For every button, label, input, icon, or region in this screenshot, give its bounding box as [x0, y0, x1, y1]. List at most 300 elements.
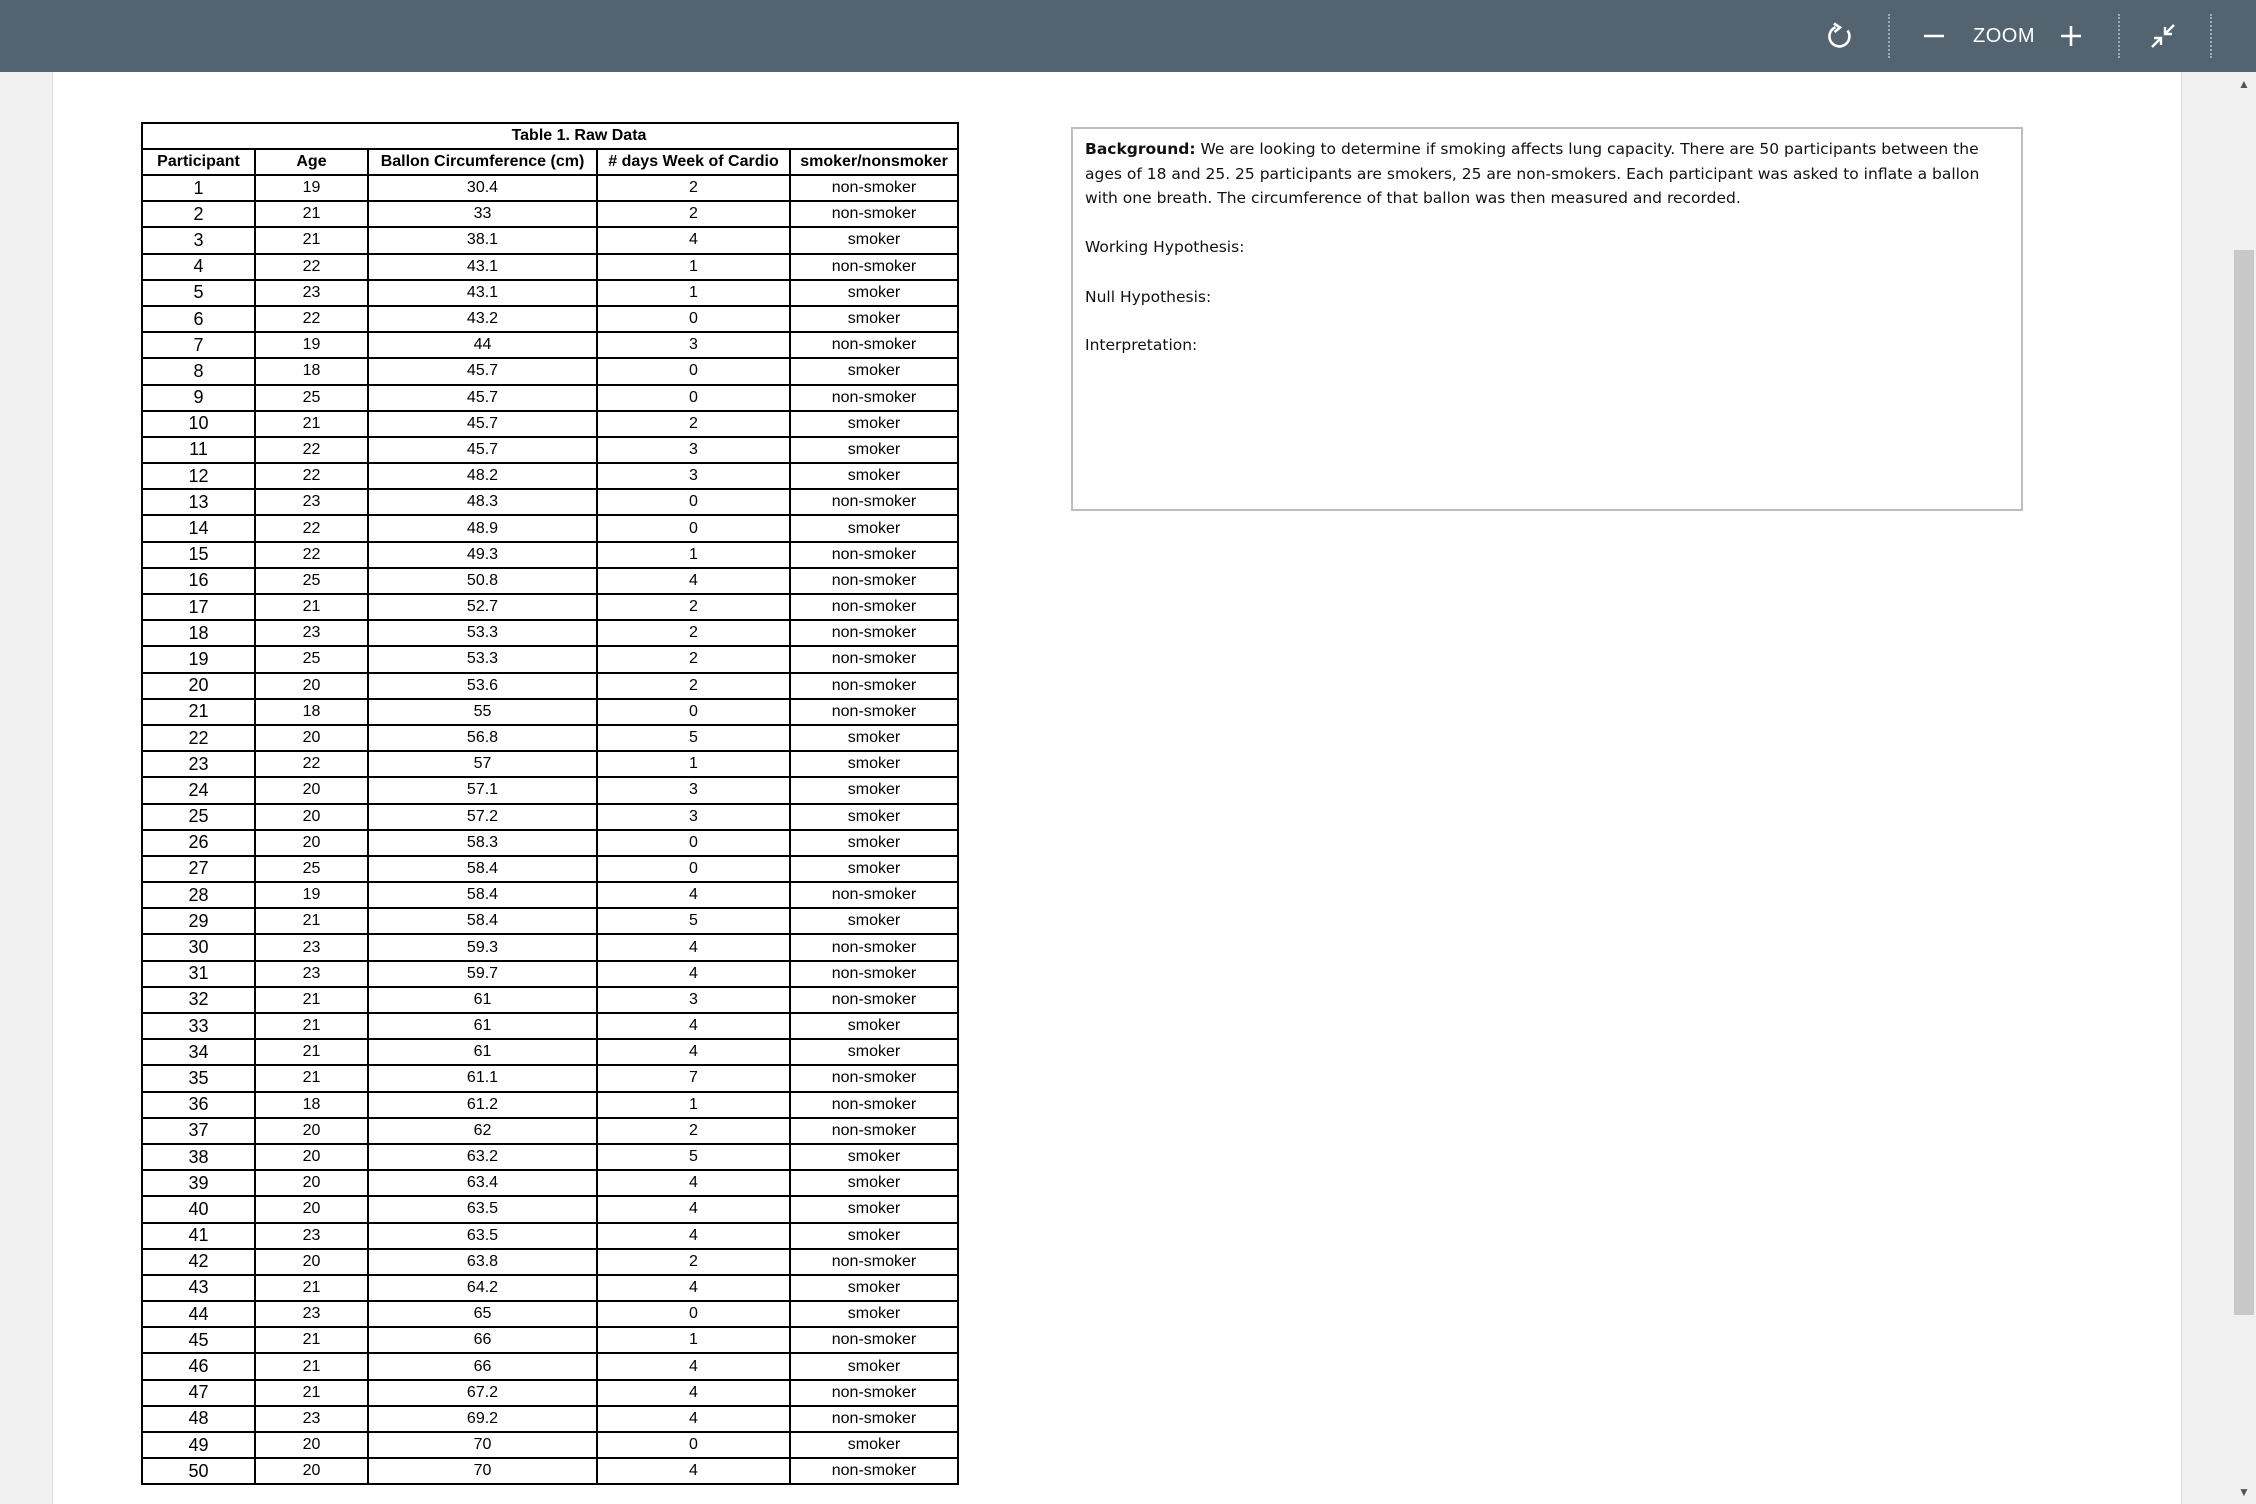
table-cell: 18: [255, 1092, 368, 1118]
table-cell: 47: [142, 1380, 255, 1406]
table-cell: 23: [255, 1406, 368, 1432]
table-row: [142, 830, 958, 856]
working-hypothesis-label: Working Hypothesis:: [1085, 238, 1245, 256]
zoom-label: ZOOM: [1973, 24, 2035, 47]
table-cell: 1: [142, 175, 255, 201]
table-cell: 2: [597, 673, 790, 699]
table-row: [142, 227, 958, 253]
table-cell: 22: [142, 725, 255, 751]
table-cell: 57: [368, 751, 597, 777]
table-cell: 49.3: [368, 542, 597, 568]
table-row: [142, 542, 958, 568]
table-cell: 55: [368, 699, 597, 725]
table-cell: 31: [142, 961, 255, 987]
table-row: [142, 1039, 958, 1065]
table-cell: 3: [597, 463, 790, 489]
table-row: [142, 804, 958, 830]
table-row: [142, 280, 958, 306]
table-row: [142, 961, 958, 987]
table-row: [142, 358, 958, 384]
table-cell: non-smoker: [790, 934, 958, 960]
table-cell: non-smoker: [790, 1458, 958, 1484]
table-cell: 0: [597, 306, 790, 332]
table-cell: 1: [597, 1327, 790, 1353]
table-cell: 65: [368, 1301, 597, 1327]
table-cell: 44: [142, 1301, 255, 1327]
table-cell: 21: [255, 201, 368, 227]
table-cell: 21: [255, 411, 368, 437]
table-cell: 2: [597, 1118, 790, 1144]
table-cell: smoker: [790, 1275, 958, 1301]
table-cell: 61: [368, 1013, 597, 1039]
table-cell: 20: [255, 1144, 368, 1170]
table-cell: 13: [142, 489, 255, 515]
collapse-icon: [2149, 22, 2177, 50]
table-cell: 25: [142, 804, 255, 830]
table-cell: 57.2: [368, 804, 597, 830]
table-cell: non-smoker: [790, 1327, 958, 1353]
refresh-button[interactable]: [1820, 0, 1860, 72]
background-paragraph: [1085, 137, 2009, 211]
column-header: Ballon Circumference (cm): [368, 149, 597, 175]
table-cell: 50.8: [368, 568, 597, 594]
table-row: [142, 515, 958, 541]
table-cell: 46: [142, 1353, 255, 1379]
table-cell: non-smoker: [790, 646, 958, 672]
table-cell: 21: [255, 1327, 368, 1353]
table-cell: 11: [142, 437, 255, 463]
table-row: [142, 254, 958, 280]
table-cell: 67.2: [368, 1380, 597, 1406]
table-cell: 1: [597, 280, 790, 306]
table-cell: 19: [255, 332, 368, 358]
table-cell: smoker: [790, 1144, 958, 1170]
table-row: [142, 1406, 958, 1432]
table-cell: 0: [597, 515, 790, 541]
table-row: [142, 908, 958, 934]
table-cell: smoker: [790, 725, 958, 751]
table-cell: 4: [597, 1223, 790, 1249]
table-row: [142, 1380, 958, 1406]
toolbar-separator: [2118, 14, 2120, 58]
table-cell: 20: [255, 725, 368, 751]
table-row: [142, 1223, 958, 1249]
table-cell: 3: [597, 987, 790, 1013]
table-cell: 22: [255, 437, 368, 463]
table-cell: 30: [142, 934, 255, 960]
table-cell: 53.3: [368, 620, 597, 646]
table-row: [142, 1458, 958, 1484]
table-row: [142, 568, 958, 594]
table-cell: 19: [255, 175, 368, 201]
table-cell: 0: [597, 1301, 790, 1327]
table-cell: 70: [368, 1432, 597, 1458]
table-row: [142, 385, 958, 411]
exit-fullscreen-button[interactable]: [2147, 0, 2179, 72]
table-row: [142, 437, 958, 463]
table-row: [142, 673, 958, 699]
table-cell: 48.9: [368, 515, 597, 541]
table-cell: 15: [142, 542, 255, 568]
table-row: [142, 1353, 958, 1379]
table-cell: 63.2: [368, 1144, 597, 1170]
table-cell: 4: [597, 227, 790, 253]
table-cell: 1: [597, 1092, 790, 1118]
table-cell: 48.2: [368, 463, 597, 489]
table-cell: 45.7: [368, 358, 597, 384]
table-cell: 21: [255, 227, 368, 253]
table-cell: 61: [368, 1039, 597, 1065]
table-cell: smoker: [790, 515, 958, 541]
table-cell: smoker: [790, 437, 958, 463]
table-cell: 2: [597, 175, 790, 201]
table-cell: 36: [142, 1092, 255, 1118]
table-cell: 4: [597, 934, 790, 960]
table-cell: 20: [255, 777, 368, 803]
table-cell: non-smoker: [790, 620, 958, 646]
table-cell: 62: [368, 1118, 597, 1144]
table-cell: 1: [597, 542, 790, 568]
scrollbar-thumb[interactable]: [2234, 250, 2254, 1315]
table-cell: 20: [255, 1458, 368, 1484]
table-row: [142, 332, 958, 358]
table-cell: 50: [142, 1458, 255, 1484]
table-row: [142, 987, 958, 1013]
table-cell: 27: [142, 856, 255, 882]
table-cell: 0: [597, 358, 790, 384]
table-cell: 22: [255, 463, 368, 489]
table-cell: 21: [255, 1013, 368, 1039]
table-cell: 3: [597, 437, 790, 463]
table-cell: 20: [255, 673, 368, 699]
table-cell: 1: [597, 254, 790, 280]
table-cell: 18: [255, 699, 368, 725]
table-title: Table 1. Raw Data: [368, 123, 790, 149]
table-cell: non-smoker: [790, 673, 958, 699]
table-cell: 7: [142, 332, 255, 358]
table-cell: 21: [255, 1039, 368, 1065]
table-cell: 16: [142, 568, 255, 594]
table-cell: 20: [255, 1249, 368, 1275]
table-cell: 43.2: [368, 306, 597, 332]
table-cell: 0: [597, 385, 790, 411]
table-cell: 43.1: [368, 280, 597, 306]
table-cell: 32: [142, 987, 255, 1013]
table-cell: 19: [255, 882, 368, 908]
table-cell: 3: [597, 332, 790, 358]
table-cell: 21: [255, 1380, 368, 1406]
table-cell: 4: [597, 568, 790, 594]
table-cell: 5: [597, 1144, 790, 1170]
table-row: [142, 620, 958, 646]
table-row: [142, 646, 958, 672]
table-cell: smoker: [790, 804, 958, 830]
table-cell: non-smoker: [790, 175, 958, 201]
background-text: We are looking to determine if smoking affects lung capacity. There are 50 participants between the ages of 18 and 25. 25 participants are smokers, 25 are non-smokers. Each participant was asked to inflate a ballon with one breath. The circumference of that ballon was then measured and recorded.: [1085, 140, 1980, 207]
table-cell: 43.1: [368, 254, 597, 280]
table-row: [142, 175, 958, 201]
scroll-up-arrow-icon[interactable]: ▲: [2238, 77, 2250, 91]
table-cell: 7: [597, 1065, 790, 1091]
table-row: [142, 1144, 958, 1170]
table-cell: 33: [142, 1013, 255, 1039]
table-cell: 56.8: [368, 725, 597, 751]
table-cell: 39: [142, 1170, 255, 1196]
null-hypothesis-label: Null Hypothesis:: [1085, 287, 1212, 306]
table-cell: 23: [255, 620, 368, 646]
table-cell: 28: [142, 882, 255, 908]
table-cell: 4: [142, 254, 255, 280]
table-cell: 22: [255, 306, 368, 332]
table-cell: 10: [142, 411, 255, 437]
raw-data-table: [141, 122, 959, 1485]
table-cell: 4: [597, 1380, 790, 1406]
table-cell: 21: [255, 987, 368, 1013]
table-row: [142, 777, 958, 803]
table-cell: 0: [597, 830, 790, 856]
table-row: [142, 489, 958, 515]
table-cell: non-smoker: [790, 882, 958, 908]
table-cell: smoker: [790, 1013, 958, 1039]
plus-icon: [2059, 24, 2083, 48]
table-cell: 20: [255, 1432, 368, 1458]
table-cell: smoker: [790, 306, 958, 332]
table-cell: 70: [368, 1458, 597, 1484]
table-cell: non-smoker: [790, 1092, 958, 1118]
table-cell: 30.4: [368, 175, 597, 201]
table-cell: smoker: [790, 358, 958, 384]
table-row: [142, 1092, 958, 1118]
table-cell: 0: [597, 489, 790, 515]
table-cell: 57.1: [368, 777, 597, 803]
table-cell: 23: [142, 751, 255, 777]
table-row: [142, 1196, 958, 1222]
table-cell: 9: [142, 385, 255, 411]
table-cell: 2: [597, 620, 790, 646]
table-cell: 48: [142, 1406, 255, 1432]
table-cell: 2: [142, 201, 255, 227]
table-cell: 21: [255, 1275, 368, 1301]
table-cell: non-smoker: [790, 542, 958, 568]
table-cell: 20: [255, 830, 368, 856]
table-cell: 69.2: [368, 1406, 597, 1432]
table-cell: smoker: [790, 1196, 958, 1222]
table-cell: 25: [255, 568, 368, 594]
zoom-in-button[interactable]: [2055, 0, 2087, 72]
table-cell: non-smoker: [790, 987, 958, 1013]
table-cell: 19: [142, 646, 255, 672]
table-cell: 23: [255, 1301, 368, 1327]
table-cell: non-smoker: [790, 1118, 958, 1144]
table-cell: 22: [255, 542, 368, 568]
table-cell: 58.4: [368, 882, 597, 908]
table-cell: 45.7: [368, 385, 597, 411]
table-cell: smoker: [790, 463, 958, 489]
refresh-icon: [1825, 21, 1855, 51]
table-cell: 3: [597, 777, 790, 803]
viewer-toolbar: [0, 0, 2256, 72]
table-cell: 58.3: [368, 830, 597, 856]
table-cell: 4: [597, 1039, 790, 1065]
table-title-spacer: [255, 123, 368, 149]
table-cell: 34: [142, 1039, 255, 1065]
table-row: [142, 725, 958, 751]
zoom-out-button[interactable]: [1918, 0, 1950, 72]
table-cell: 21: [255, 594, 368, 620]
table-cell: 22: [255, 254, 368, 280]
table-cell: non-smoker: [790, 1380, 958, 1406]
background-notes-box[interactable]: [1071, 127, 2023, 511]
table-cell: 18: [255, 358, 368, 384]
table-cell: 25: [255, 385, 368, 411]
table-row: [142, 1301, 958, 1327]
column-header: smoker/nonsmoker: [790, 149, 958, 175]
table-row: [142, 411, 958, 437]
table-cell: 20: [255, 1118, 368, 1144]
table-cell: 22: [255, 751, 368, 777]
table-cell: 14: [142, 515, 255, 541]
table-cell: 53.6: [368, 673, 597, 699]
table-cell: 21: [255, 1353, 368, 1379]
table-cell: 18: [142, 620, 255, 646]
table-cell: smoker: [790, 280, 958, 306]
table-cell: 0: [597, 1432, 790, 1458]
table-cell: non-smoker: [790, 385, 958, 411]
table-cell: smoker: [790, 1170, 958, 1196]
table-row: [142, 1118, 958, 1144]
table-cell: 44: [368, 332, 597, 358]
table-cell: 61: [368, 987, 597, 1013]
table-cell: 0: [597, 699, 790, 725]
table-row: [142, 1170, 958, 1196]
table-cell: non-smoker: [790, 594, 958, 620]
column-header: Participant: [142, 149, 255, 175]
table-cell: smoker: [790, 411, 958, 437]
background-label: Background:: [1085, 140, 1196, 158]
column-header: # days Week of Cardio: [597, 149, 790, 175]
table-cell: 63.8: [368, 1249, 597, 1275]
table-cell: 29: [142, 908, 255, 934]
table-cell: 45: [142, 1327, 255, 1353]
table-cell: 63.5: [368, 1223, 597, 1249]
table-cell: 21: [255, 908, 368, 934]
table-cell: 58.4: [368, 908, 597, 934]
table-cell: 23: [255, 961, 368, 987]
table-row: [142, 1275, 958, 1301]
table-cell: 23: [255, 1223, 368, 1249]
table-cell: 59.3: [368, 934, 597, 960]
table-row: [142, 751, 958, 777]
table-cell: 20: [255, 1170, 368, 1196]
table-cell: 4: [597, 1013, 790, 1039]
table-cell: 21: [142, 699, 255, 725]
table-cell: 37: [142, 1118, 255, 1144]
table-row: [142, 856, 958, 882]
table-cell: non-smoker: [790, 1065, 958, 1091]
table-cell: 59.7: [368, 961, 597, 987]
table-cell: 63.5: [368, 1196, 597, 1222]
table-cell: smoker: [790, 227, 958, 253]
table-cell: smoker: [790, 908, 958, 934]
table-row: [142, 882, 958, 908]
table-cell: 2: [597, 1249, 790, 1275]
table-cell: 2: [597, 411, 790, 437]
toolbar-separator: [2210, 14, 2212, 58]
table-cell: 22: [255, 515, 368, 541]
table-cell: non-smoker: [790, 568, 958, 594]
table-cell: 12: [142, 463, 255, 489]
table-cell: non-smoker: [790, 1406, 958, 1432]
table-cell: 40: [142, 1196, 255, 1222]
table-cell: 6: [142, 306, 255, 332]
table-cell: 58.4: [368, 856, 597, 882]
table-cell: 63.4: [368, 1170, 597, 1196]
table-cell: smoker: [790, 777, 958, 803]
table-cell: 35: [142, 1065, 255, 1091]
table-cell: 45.7: [368, 437, 597, 463]
table-title-spacer: [142, 123, 255, 149]
table-cell: 53.3: [368, 646, 597, 672]
table-cell: 23: [255, 489, 368, 515]
interpretation-label: Interpretation:: [1085, 336, 1198, 354]
table-cell: 26: [142, 830, 255, 856]
table-cell: 64.2: [368, 1275, 597, 1301]
table-cell: 49: [142, 1432, 255, 1458]
table-cell: smoker: [790, 751, 958, 777]
table-cell: 25: [255, 646, 368, 672]
table-cell: 20: [255, 804, 368, 830]
table-cell: smoker: [790, 1223, 958, 1249]
table-cell: smoker: [790, 1432, 958, 1458]
scroll-down-arrow-icon[interactable]: ▼: [2238, 1485, 2250, 1499]
table-cell: non-smoker: [790, 489, 958, 515]
table-cell: 43: [142, 1275, 255, 1301]
table-cell: 66: [368, 1327, 597, 1353]
table-cell: 48.3: [368, 489, 597, 515]
table-cell: 42: [142, 1249, 255, 1275]
table-cell: 38.1: [368, 227, 597, 253]
table-cell: 5: [142, 280, 255, 306]
table-row: [142, 1327, 958, 1353]
table-cell: smoker: [790, 1301, 958, 1327]
table-row: [142, 463, 958, 489]
table-cell: 24: [142, 777, 255, 803]
table-row: [142, 699, 958, 725]
table-cell: 1: [597, 751, 790, 777]
table-cell: 2: [597, 646, 790, 672]
table-cell: non-smoker: [790, 332, 958, 358]
table-row: [142, 201, 958, 227]
table-cell: 23: [255, 280, 368, 306]
table-cell: 0: [597, 856, 790, 882]
table-row: [142, 1249, 958, 1275]
table-cell: 52.7: [368, 594, 597, 620]
table-cell: smoker: [790, 1353, 958, 1379]
table-cell: 3: [597, 804, 790, 830]
table-cell: 4: [597, 1275, 790, 1301]
toolbar-separator: [1888, 14, 1890, 58]
table-row: [142, 1432, 958, 1458]
table-cell: 41: [142, 1223, 255, 1249]
table-cell: 3: [142, 227, 255, 253]
table-row: [142, 594, 958, 620]
table-cell: 33: [368, 201, 597, 227]
minus-icon: [1922, 24, 1946, 48]
table-cell: smoker: [790, 1039, 958, 1065]
table-cell: 17: [142, 594, 255, 620]
column-header: Age: [255, 149, 368, 175]
table-cell: 4: [597, 1353, 790, 1379]
